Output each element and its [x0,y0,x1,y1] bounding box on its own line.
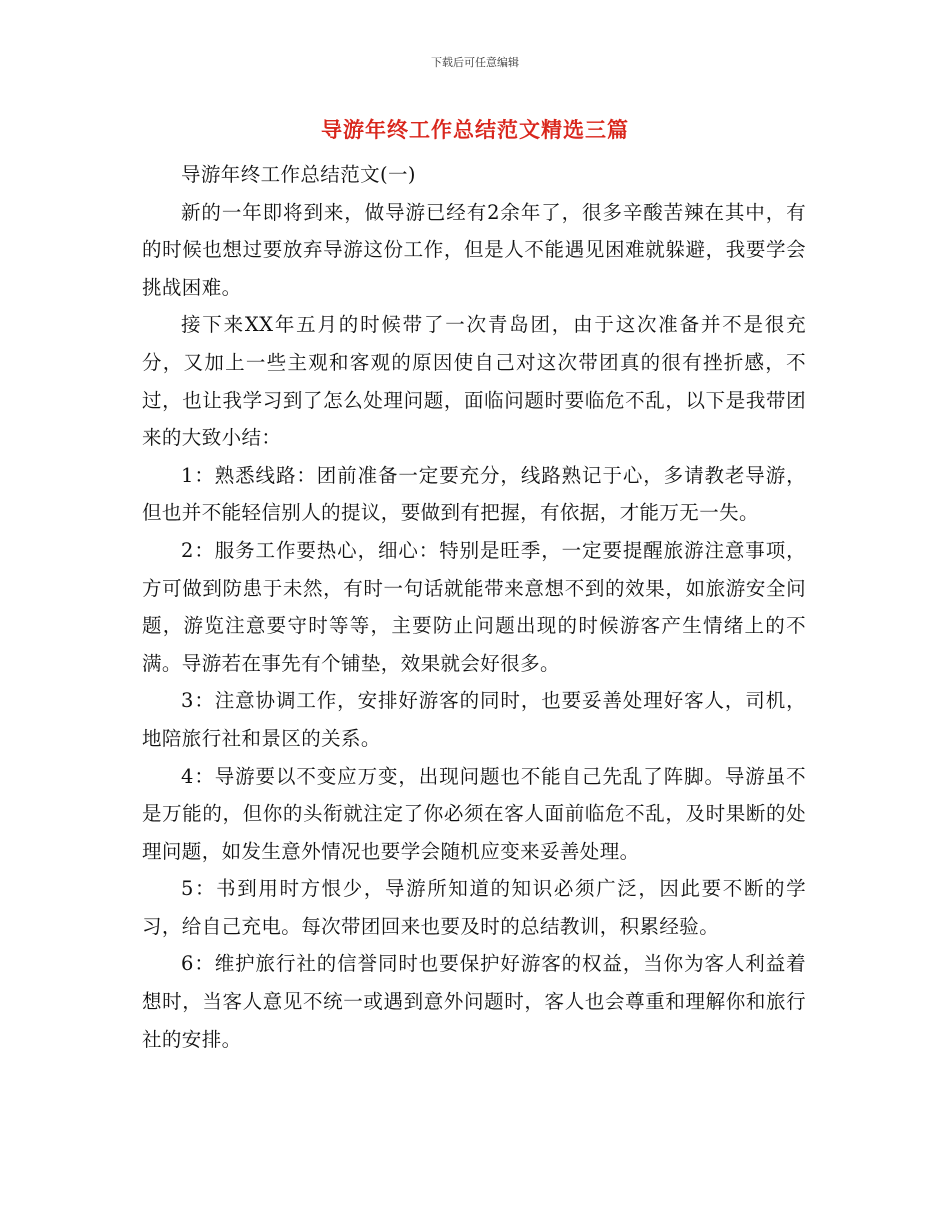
document-body [142,156,806,1058]
page-header-note: 下载后可任意编辑 [431,56,519,69]
paragraph-subtitle: 导游年终工作总结范文(一) [181,163,416,186]
paragraph-background: 接下来XX年五月的时候带了一次青岛团，由于这次准备并不是很充分，又加上一些主观和客观的原因使自己对这次带团真的很有挫折感，不过，也让我学习到了怎么处理问题，面临问题时要临危不乱，以下是我带团来的大致小结： [142,313,806,450]
paragraph-point-4: 4：导游要以不变应万变，出现问题也不能自己先乱了阵脚。导游虽不是万能的，但你的头衔就注定了你必须在客人面前临危不乱，及时果断的处理问题，如发生意外情况也要学会随机应变来妥善处理。 [142,764,806,863]
paragraph-point-5: 5：书到用时方恨少，导游所知道的知识必须广泛，因此要不断的学习，给自己充电。每次带团回来也要及时的总结教训，积累经验。 [142,877,806,938]
paragraph-intro: 新的一年即将到来，做导游已经有2余年了，很多辛酸苦辣在其中，有的时候也想过要放弃导游这份工作，但是人不能遇见困难就躲避，我要学会挑战困难。 [142,200,806,299]
document-title: 导游年终工作总结范文精选三篇 [321,118,629,142]
paragraph-point-3: 3：注意协调工作，安排好游客的同时，也要妥善处理好客人，司机，地陪旅行社和景区的关系。 [142,689,806,750]
paragraph-point-6: 6：维护旅行社的信誉同时也要保护好游客的权益，当你为客人利益着想时，当客人意见不统一或遇到意外问题时，客人也会尊重和理解你和旅行社的安排。 [142,952,806,1051]
paragraph-point-2: 2：服务工作要热心，细心：特别是旺季，一定要提醒旅游注意事项，方可做到防患于未然，有时一句话就能带来意想不到的效果，如旅游安全问题，游览注意要守时等等，主要防止问题出现的时候游客产生情绪上的不满。导游若在事先有个铺垫，效果就会好很多。 [142,538,806,675]
paragraph-point-1: 1：熟悉线路：团前准备一定要充分，线路熟记于心，多请教老导游，但也并不能轻信别人的提议，要做到有把握，有依据，才能万无一失。 [142,463,806,525]
